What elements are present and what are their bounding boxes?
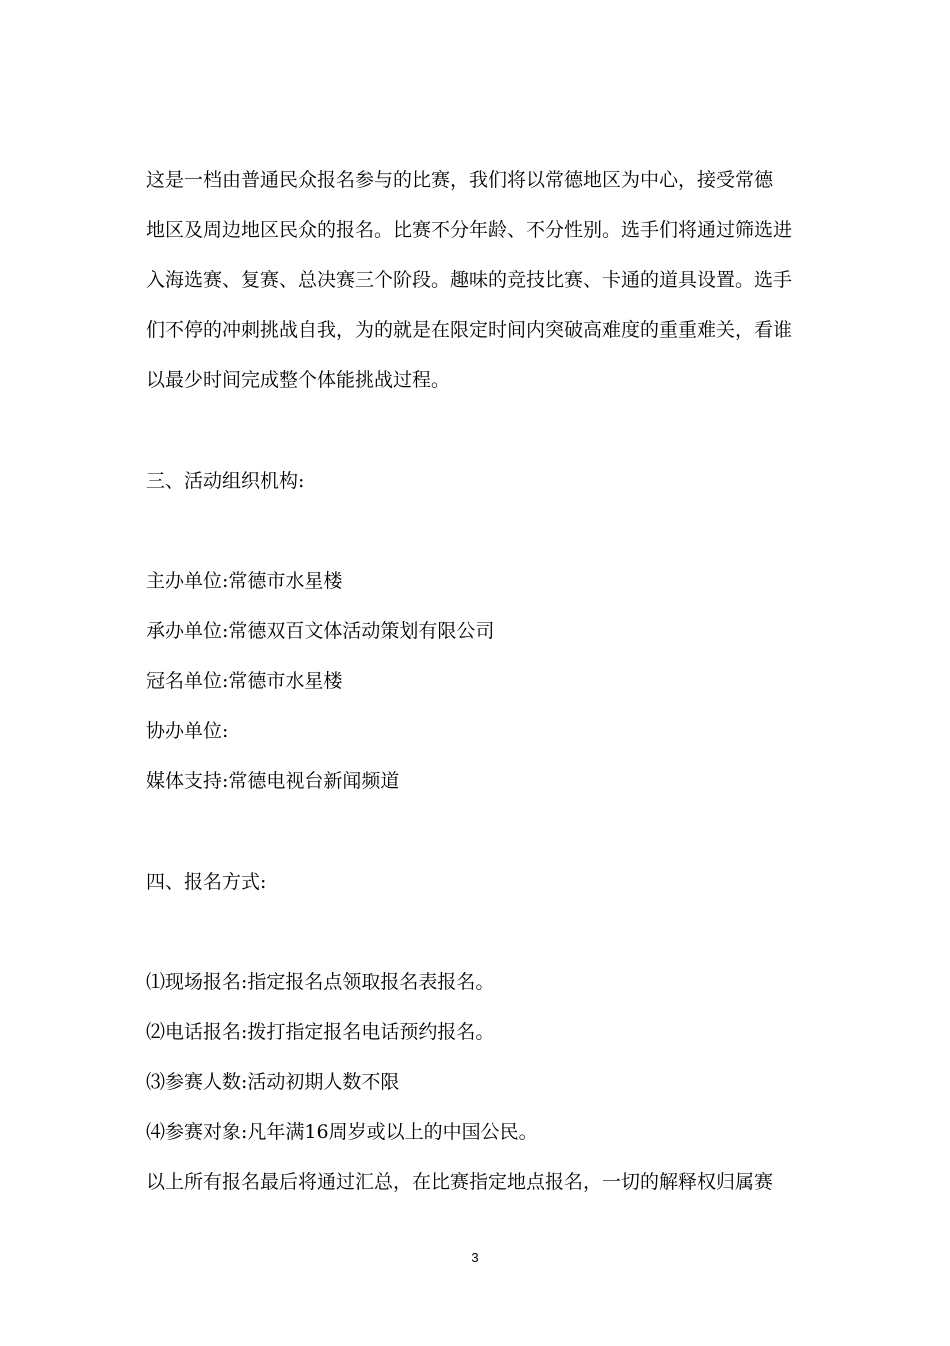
intro-line-4: 们不停的冲刺挑战自我，为的就是在限定时间内突破高难度的重重难关，看谁 [146,319,793,341]
registration-item-3: ⑶参赛人数:活动初期人数不限 [146,1071,400,1093]
intro-line-1: 这是一档由普通民众报名参与的比赛，我们将以常德地区为中心，接受常德 [146,169,774,191]
section3-heading: 三、活动组织机构: [146,470,305,492]
page-number: 3 [471,1250,479,1265]
registration-closing: 以上所有报名最后将通过汇总，在比赛指定地点报名，一切的解释权归属赛 [146,1171,774,1193]
organizer-title-sponsor: 冠名单位:常德市水星楼 [146,670,343,692]
registration-item-2: ⑵电话报名:拨打指定报名电话预约报名。 [146,1021,495,1043]
registration-item-4: ⑷参赛对象:凡年满16周岁或以上的中国公民。 [146,1121,538,1143]
intro-line-3: 入海选赛、复赛、总决赛三个阶段。趣味的竞技比赛、卡通的道具设置。选手 [146,269,793,291]
registration-item-1: ⑴现场报名:指定报名点领取报名表报名。 [146,971,495,993]
organizer-co-organizer: 协办单位: [146,720,229,742]
organizer-media: 媒体支持:常德电视台新闻频道 [146,770,400,792]
intro-line-5: 以最少时间完成整个体能挑战过程。 [146,369,451,391]
organizer-host: 主办单位:常德市水星楼 [146,570,343,592]
intro-line-2: 地区及周边地区民众的报名。比赛不分年龄、不分性别。选手们将通过筛选进 [146,219,793,241]
section4-heading: 四、报名方式: [146,871,267,893]
organizer-undertaker: 承办单位:常德双百文体活动策划有限公司 [146,620,495,642]
